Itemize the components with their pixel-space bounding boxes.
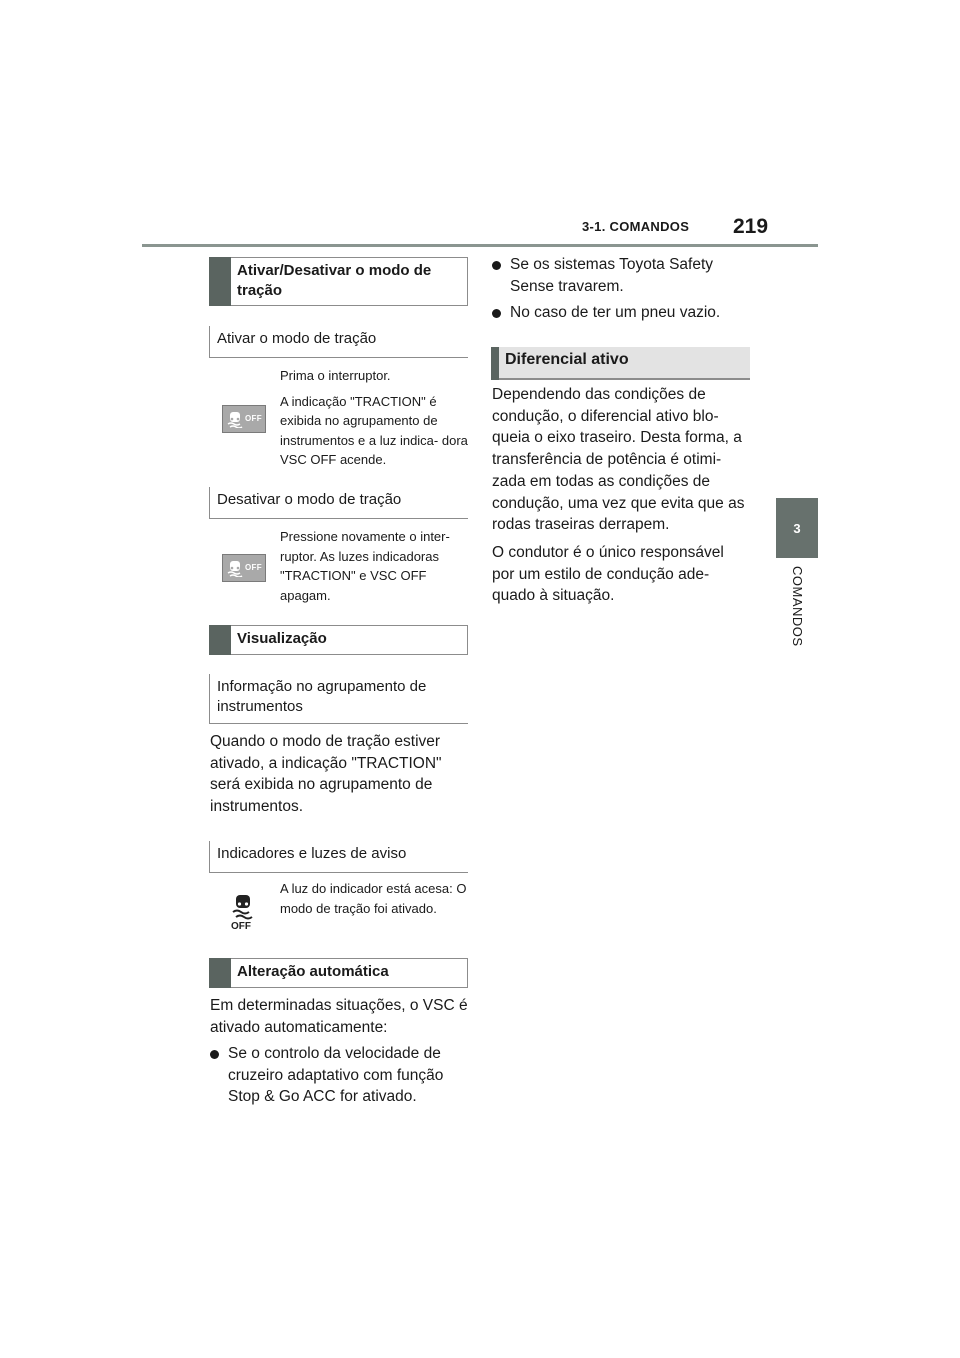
header-rule [142,244,818,247]
subheading-text: Desativar o modo de tração [217,491,402,508]
indicador-text: A luz do indicador está acesa: O modo de tração foi ativado. [280,881,467,916]
ativar-instructions [280,366,468,476]
heading-ativar-desativar [209,257,468,306]
diferencial-paragraph: Dependendo das condições de condução, o diferencial ativo blo- queia o eixo traseiro. Desta forma, a transferência de potência é otimi- zada em todas as condições de condução, uma vez que evita que as rodas traseiras derrapem. [492,386,745,534]
subheading-indicadores [209,841,468,873]
heading-diferencial [491,347,750,380]
heading-alteracao [209,958,468,988]
bullet-dot [492,261,501,270]
bullet-text: Se os sistemas Toyota Safety Sense travarem. [510,256,714,295]
alteracao-paragraph: Em determinadas situações, o VSC é ativado automaticamente: [210,997,468,1036]
bullet-item [492,254,750,300]
desativar-instructions [280,527,468,611]
traction-button-icon [222,405,266,433]
off-label: OFF [245,563,262,572]
page-number: 219 [733,215,769,238]
bullet-dot [492,309,501,318]
car-skid-icon [227,559,243,577]
step-text: Prima o interruptor. [280,368,391,383]
bullet-text: Se o controlo da velocidade de cruzeiro adaptativo com função Stop & Go ACC for ativado. [228,1045,444,1106]
step-text: Pressione novamente o inter- ruptor. As luzes indicadoras "TRACTION" e VSC OFF apagam. [280,529,450,603]
chapter-number: 3 [793,520,801,536]
heading-text: Ativar/Desativar o modo de tração [237,262,432,299]
chapter-tab [776,498,818,558]
subheading-desativar [209,487,468,519]
bullet-item [492,302,750,326]
responsabilidade-paragraph: O condutor é o único responsável por um estilo de condução ade- quado à situação. [492,544,724,605]
car-skid-icon [230,893,256,921]
heading-text: Visualização [237,630,327,647]
subheading-text: Indicadores e luzes de aviso [217,845,407,862]
heading-visualizacao [209,625,468,655]
off-label: OFF [245,414,262,423]
step-text: A indicação "TRACTION" é exibida no agrupamento de instrumentos e a luz indica- dora VSC OFF acende. [280,393,468,467]
bullet-item [210,1043,468,1113]
bullet-text: No caso de ter um pneu vazio. [510,304,721,321]
traction-indicator-icon [230,893,256,933]
heading-text: Diferencial ativo [505,351,629,368]
traction-button-icon [222,554,266,582]
subheading-text: Ativar o modo de tração [217,330,377,347]
subheading-ativar [209,326,468,358]
chapter-side-label [788,566,808,666]
chapter-label: COMANDOS [790,566,805,647]
subheading-text: Informação no agrupamento de instrumentos [217,678,427,715]
running-header-section: 3-1. COMANDOS [582,219,690,234]
car-skid-icon [227,410,243,428]
heading-text: Alteração automática [237,963,389,980]
bullet-dot [210,1050,219,1059]
off-label: OFF [231,921,251,932]
info-paragraph: Quando o modo de tração estiver ativado, a indicação "TRACTION" será exibida no agrupamento de instrumentos. [210,733,442,816]
subheading-info [209,674,468,724]
